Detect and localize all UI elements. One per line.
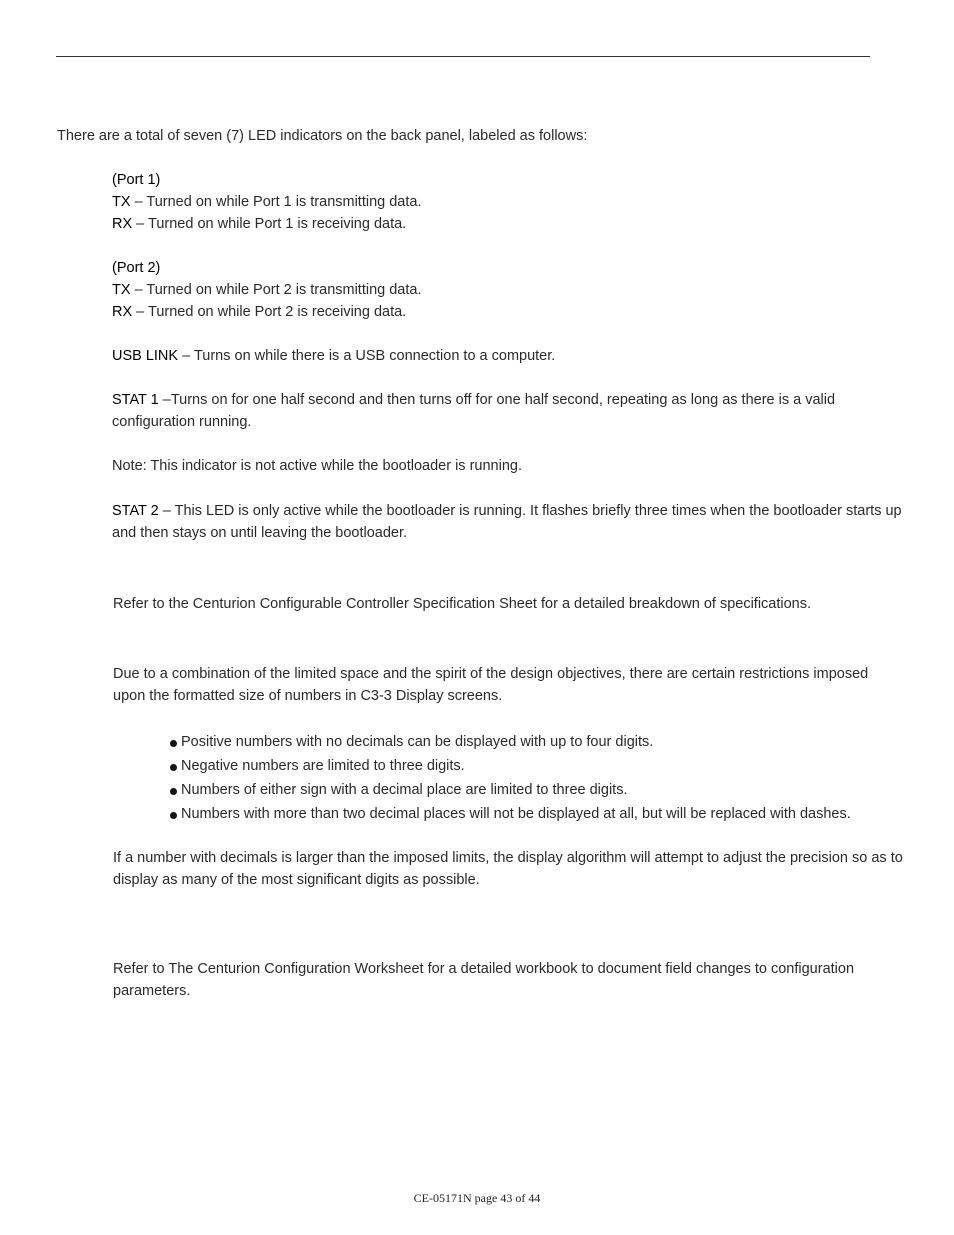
worksheet-reference: Refer to The Centurion Configuration Worksheet for a detailed workbook to document field changes to configuration parameters.	[113, 961, 855, 999]
port1-rx-text: – Turned on while Port 1 is receiving data.	[132, 216, 407, 232]
stat1-paragraph	[112, 389, 902, 433]
stat2-paragraph	[112, 500, 902, 544]
port2-tx-text: – Turned on while Port 2 is transmitting data.	[130, 282, 422, 298]
usb-link-text: – Turns on while there is a USB connection to a computer.	[178, 348, 556, 364]
port2-rx-term: RX	[112, 304, 133, 320]
port1-block	[112, 169, 902, 235]
bullet-icon	[170, 788, 177, 795]
stat1-text: –Turns on for one half second and then turns off for one half second, repeating as long as there is a valid configuration running.	[112, 392, 836, 430]
stat2-text: – This LED is only active while the bootloader is running. It flashes briefly three times when the bootloader starts up and then stays on until leaving the bootloader.	[112, 503, 902, 541]
port1-tx-term: TX	[112, 194, 131, 210]
precision-note: If a number with decimals is larger than the imposed limits, the display algorithm will attempt to adjust the precision so as to display as many of the most significant digits as possible.	[113, 850, 903, 888]
list-item: Numbers of either sign with a decimal place are limited to three digits.	[168, 778, 928, 802]
list-item: Positive numbers with no decimals can be displayed with up to four digits.	[168, 730, 928, 754]
usb-link-term: USB LINK	[112, 348, 179, 364]
bullet-icon	[170, 764, 177, 771]
header-rule	[56, 56, 870, 57]
port2-rx-text: – Turned on while Port 2 is receiving data.	[132, 304, 407, 320]
port1-rx-term: RX	[112, 216, 133, 232]
port2-tx-term: TX	[112, 282, 131, 298]
port1-tx-text: – Turned on while Port 1 is transmitting data.	[130, 194, 422, 210]
bootloader-note: Note: This indicator is not active while the bootloader is running.	[112, 458, 522, 474]
bullet-icon	[170, 740, 177, 747]
usb-link-paragraph	[112, 345, 902, 367]
number-format-rules	[168, 730, 928, 826]
stat2-term: STAT 2	[112, 503, 159, 519]
display-restrictions-intro: Due to a combination of the limited space and the spirit of the design objectives, there are certain restrictions imposed upon the formatted size of numbers in C3-3 Display screens.	[113, 666, 869, 704]
page-footer: CE-05171N page 43 of 44	[413, 1191, 541, 1205]
port2-heading: (Port 2)	[112, 260, 161, 276]
bullet-icon	[170, 812, 177, 819]
stat1-term: STAT 1	[112, 392, 159, 408]
list-item: Numbers with more than two decimal places will not be displayed at all, but will be replaced with dashes.	[168, 802, 928, 826]
spec-sheet-reference: Refer to the Centurion Configurable Controller Specification Sheet for a detailed breakdown of specifications.	[113, 596, 812, 612]
led-intro: There are a total of seven (7) LED indicators on the back panel, labeled as follows:	[57, 128, 588, 144]
port1-heading: (Port 1)	[112, 172, 161, 188]
list-item: Negative numbers are limited to three digits.	[168, 754, 928, 778]
port2-block	[112, 257, 902, 323]
